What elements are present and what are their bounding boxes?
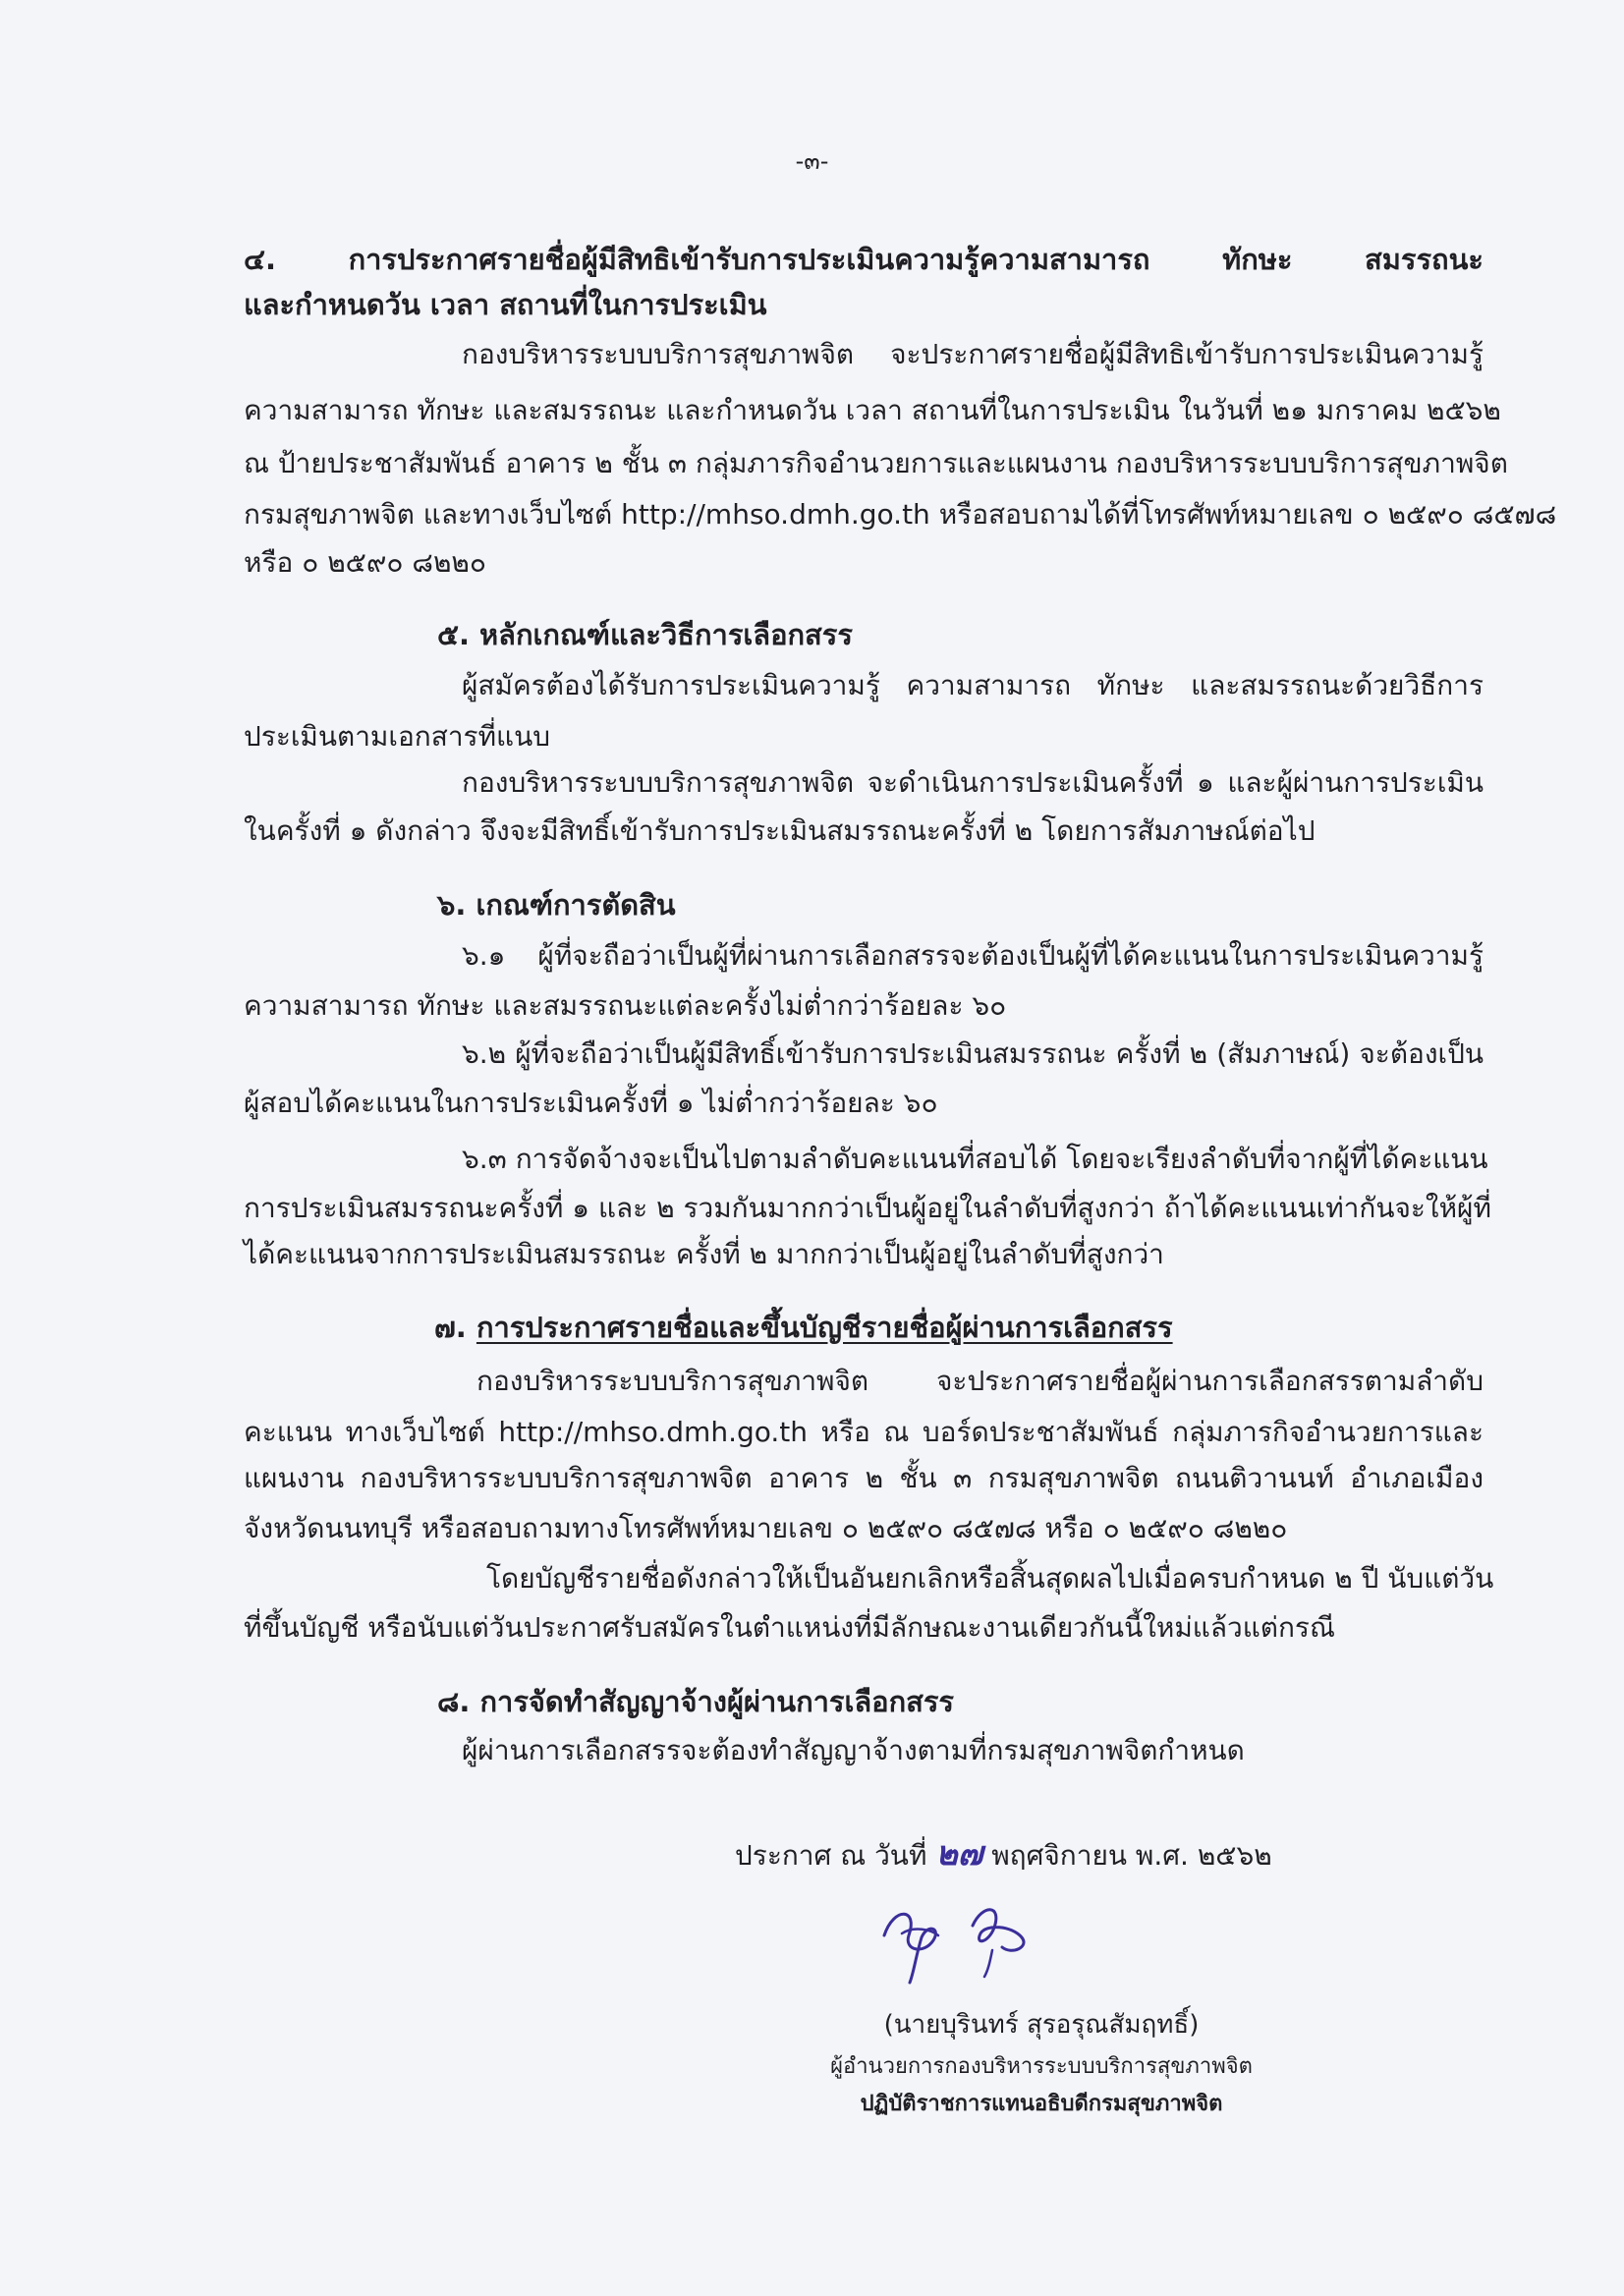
section-7-line-6: ที่ขึ้นบัญชี หรือนับแต่วันประกาศรับสมัครในตำแหน่งที่มีลักษณะงานเดียวกันนี้ใหม่แล้วแต่กรณี <box>244 1611 1335 1644</box>
section-5-line-2: ประเมินตามเอกสารที่แนบ <box>244 720 550 753</box>
section-7-line-4: จังหวัดนนทบุรี หรือสอบถามทางโทรศัพท์หมายเลข ๐ ๒๕๙๐ ๘๕๗๘ หรือ ๐ ๒๕๙๐ ๘๒๒๐ <box>244 1512 1288 1544</box>
section-5-heading: ๕. หลักเกณฑ์และวิธีการเลือกสรร <box>437 618 853 651</box>
section-6-line-6: การประเมินสมรรถนะครั้งที่ ๑ และ ๒ รวมกันมากกว่าเป็นผู้อยู่ในลำดับที่สูงกว่า ถ้าได้คะแนนเท่ากันจะให้ผู้ที่ <box>244 1192 1491 1224</box>
section-6-line-2: ความสามารถ ทักษะ และสมรรถนะแต่ละครั้งไม่ต่ำกว่าร้อยละ ๖๐ <box>244 989 1007 1022</box>
section-7-line-1: กองบริหารระบบบริการสุขภาพจิต จะประกาศรายชื่อผู้ผ่านการเลือกสรรตามลำดับ <box>476 1365 1484 1397</box>
section-4-line-3: ณ ป้ายประชาสัมพันธ์ อาคาร ๒ ชั้น ๓ กลุ่มภารกิจอำนวยการและแผนงาน กองบริหารระบบบริการสุขภาพจิต <box>244 447 1508 479</box>
section-7-title: การประกาศรายชื่อและขึ้นบัญชีรายชื่อผู้ผ่านการเลือกสรร <box>476 1311 1173 1344</box>
section-8-line-1: ผู้ผ่านการเลือกสรรจะต้องทำสัญญาจ้างตามที่กรมสุขภาพจิตกำหนด <box>462 1734 1245 1766</box>
section-4-line-1: กองบริหารระบบบริการสุขภาพจิต จะประกาศรายชื่อผู้มีสิทธิเข้ารับการประเมินความรู้ <box>462 338 1484 370</box>
section-5-line-4: ในครั้งที่ ๑ ดังกล่าว จึงจะมีสิทธิ์เข้ารับการประเมินสมรรถนะครั้งที่ ๒ โดยการสัมภาษณ์ต่อไป <box>244 814 1316 847</box>
issue-date-day: ๒๗ <box>935 1834 983 1874</box>
section-8-heading: ๘. การจัดทำสัญญาจ้างผู้ผ่านการเลือกสรร <box>437 1685 954 1718</box>
section-4-line-5: หรือ ๐ ๒๕๙๐ ๘๒๒๐ <box>244 546 486 579</box>
signatory-name: (นายบุรินทร์ สุรอรุณสัมฤทธิ์) <box>883 2010 1200 2040</box>
section-6-line-4: ผู้สอบได้คะแนนในการประเมินครั้งที่ ๑ ไม่ต่ำกว่าร้อยละ ๖๐ <box>244 1087 938 1119</box>
page-number: -๓- <box>795 147 829 175</box>
section-7-number: ๗. <box>434 1311 467 1344</box>
section-4-heading-line-1: ๔. การประกาศรายชื่อผู้มีสิทธิเข้ารับการประเมินความรู้ความสามารถ ทักษะ สมรรถนะ <box>244 243 1484 276</box>
section-7-heading <box>434 1308 1624 1347</box>
section-6-line-7: ได้คะแนนจากการประเมินสมรรถนะ ครั้งที่ ๒ มากกว่าเป็นผู้อยู่ในลำดับที่สูงกว่า <box>244 1238 1164 1270</box>
issue-date <box>735 1834 1272 1876</box>
section-7-line-2: คะแนน ทางเว็บไซต์ http://mhso.dmh.go.th หรือ ณ บอร์ดประชาสัมพันธ์ กลุ่มภารกิจอำนวยการและ <box>244 1416 1484 1448</box>
section-4-line-4: กรมสุขภาพจิต และทางเว็บไซต์ http://mhso.dmh.go.th หรือสอบถามได้ที่โทรศัพท์หมายเลข ๐ ๒๕๙๐ ๘๕๗๘ <box>244 498 1557 531</box>
section-5-line-3: กองบริหารระบบบริการสุขภาพจิต จะดำเนินการประเมินครั้งที่ ๑ และผู้ผ่านการประเมิน <box>462 766 1484 799</box>
section-6-line-1: ๖.๑ ผู้ที่จะถือว่าเป็นผู้ที่ผ่านการเลือกสรรจะต้องเป็นผู้ที่ได้คะแนนในการประเมินความรู้ <box>462 939 1484 972</box>
section-4-line-2: ความสามารถ ทักษะ และสมรรถนะ และกำหนดวัน เวลา สถานที่ในการประเมิน ในวันที่ ๒๑ มกราคม ๒๕๖๒ <box>244 394 1501 426</box>
handwritten-signature <box>865 1896 1061 1985</box>
signatory-position-1: ผู้อำนวยการกองบริหารระบบบริการสุขภาพจิต <box>830 2054 1253 2079</box>
signatory-position-2: ปฏิบัติราชการแทนอธิบดีกรมสุขภาพจิต <box>860 2092 1223 2116</box>
section-5-line-1: ผู้สมัครต้องได้รับการประเมินความรู้ ความสามารถ ทักษะ และสมรรถนะด้วยวิธีการ <box>462 669 1484 701</box>
issue-date-prefix: ประกาศ ณ วันที่ <box>735 1839 927 1872</box>
section-7-line-3: แผนงาน กองบริหารระบบบริการสุขภาพจิต อาคาร ๒ ชั้น ๓ กรมสุขภาพจิต ถนนติวานนท์ อำเภอเมือง <box>244 1462 1484 1494</box>
section-4-heading-line-2: และกำหนดวัน เวลา สถานที่ในการประเมิน <box>244 288 767 321</box>
section-6-heading: ๖. เกณฑ์การตัดสิน <box>437 888 676 922</box>
issue-date-suffix: พฤศจิกายน พ.ศ. ๒๕๖๒ <box>991 1839 1272 1872</box>
section-6-line-3: ๖.๒ ผู้ที่จะถือว่าเป็นผู้มีสิทธิ์เข้ารับการประเมินสมรรถนะ ครั้งที่ ๒ (สัมภาษณ์) จะต้องเป็น <box>462 1037 1484 1070</box>
section-6-line-5: ๖.๓ การจัดจ้างจะเป็นไปตามลำดับคะแนนที่สอบได้ โดยจะเรียงลำดับที่จากผู้ที่ได้คะแนน <box>462 1143 1488 1175</box>
section-7-line-5: โดยบัญชีรายชื่อดังกล่าวให้เป็นอันยกเลิกหรือสิ้นสุดผลไปเมื่อครบกำหนด ๒ ปี นับแต่วัน <box>486 1562 1494 1595</box>
